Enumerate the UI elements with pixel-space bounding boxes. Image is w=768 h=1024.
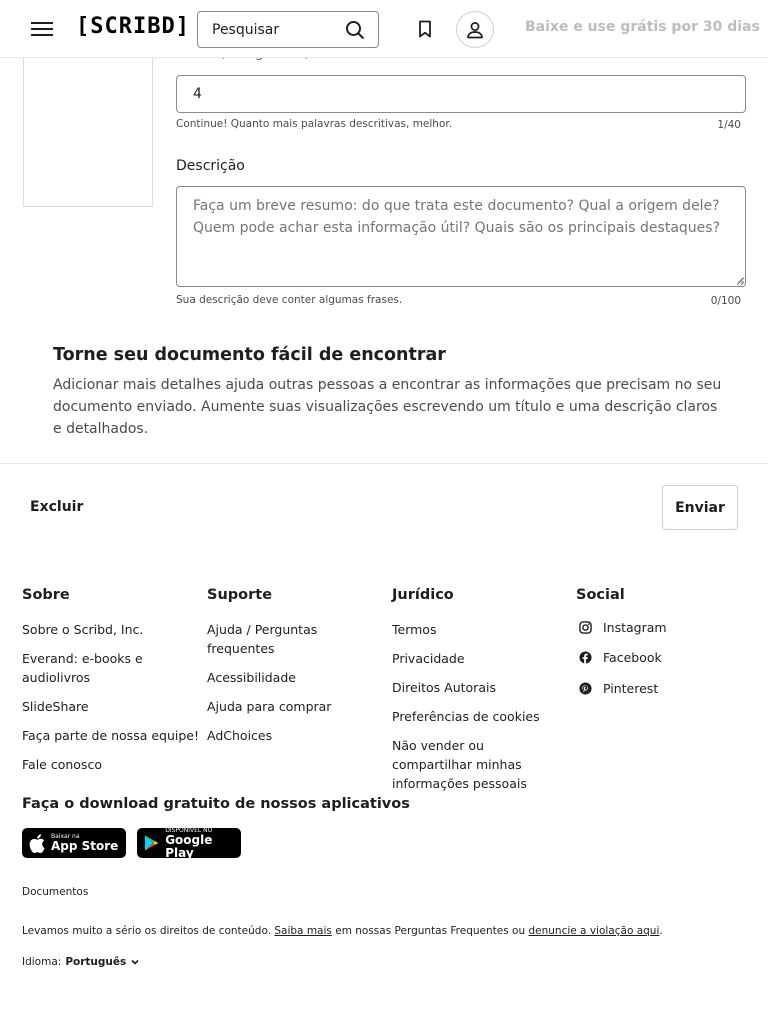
copyright-text-pre: Levamos muito a sério os direitos de conteúdo. — [22, 925, 272, 937]
account-button[interactable] — [456, 11, 494, 48]
footer-link-accessibility[interactable]: Acessibilidade — [207, 670, 296, 685]
description-textarea[interactable] — [176, 186, 746, 287]
google-play-badge-small-text: DISPONÍVEL NO — [165, 826, 213, 834]
document-thumbnail — [23, 40, 153, 207]
footer-link-purchase-help[interactable]: Ajuda para comprar — [207, 699, 332, 714]
pinterest-label: Pinterest — [603, 680, 659, 696]
footer-link-everand[interactable]: Everand: e-books e audiolivros — [22, 651, 143, 685]
footer-link-copyright[interactable]: Direitos Autorais — [392, 680, 496, 695]
delete-button[interactable]: Excluir — [18, 488, 95, 526]
language-label: Idioma: — [22, 956, 62, 968]
search-box — [197, 11, 379, 48]
saved-button[interactable] — [414, 17, 436, 41]
footer-about-heading: Sobre — [22, 587, 70, 603]
app-store-badge-small-text: Baixar na — [51, 833, 80, 840]
submit-button[interactable]: Enviar — [662, 485, 738, 530]
footer-link-privacy[interactable]: Privacidade — [392, 651, 465, 666]
pinterest-icon — [576, 679, 594, 697]
footer-legal-heading: Jurídico — [392, 587, 454, 603]
search-button[interactable] — [344, 19, 366, 41]
footer-link-terms[interactable]: Termos — [392, 622, 437, 637]
section-divider — [0, 463, 768, 464]
footer-link-cookie-preferences[interactable]: Preferências de cookies — [392, 709, 540, 724]
footer-link-documents[interactable]: Documentos — [22, 886, 89, 898]
title-char-count: 1/40 — [717, 119, 741, 131]
top-header — [0, 0, 768, 58]
copyright-text-post: . — [659, 925, 663, 937]
footer-link-adchoices[interactable]: AdChoices — [207, 728, 273, 743]
language-selector[interactable] — [22, 956, 140, 968]
resize-handle-icon[interactable] — [737, 277, 744, 284]
footer-link-facebook[interactable] — [576, 647, 662, 667]
tip-heading: Torne seu documento fácil de encontrar — [53, 345, 446, 365]
facebook-icon — [576, 648, 594, 666]
footer-link-do-not-sell[interactable]: Não vender ou compartilhar minhas informações pessoais — [392, 738, 527, 791]
description-label: Descrição — [176, 158, 245, 174]
apps-heading: Faça o download gratuito de nossos aplicativos — [22, 796, 410, 812]
app-store-badge-text: App Store — [51, 839, 119, 853]
title-help-text: Continue! Quanto mais palavras descritivas, melhor. — [176, 118, 453, 130]
search-input[interactable] — [212, 12, 332, 47]
copyright-notice — [22, 925, 663, 937]
app-store-badge[interactable] — [22, 828, 126, 858]
facebook-label: Facebook — [603, 649, 662, 665]
google-play-icon — [144, 834, 159, 852]
footer-link-help-faq[interactable]: Ajuda / Perguntas frequentes — [207, 622, 318, 656]
account-icon — [466, 21, 484, 39]
footer-link-careers[interactable]: Faça parte de nossa equipe! — [22, 728, 199, 743]
free-trial-link[interactable]: Baixe e use grátis por 30 dias — [525, 19, 760, 35]
bookmark-icon — [418, 20, 432, 38]
google-play-badge[interactable] — [137, 828, 241, 858]
footer-link-about-scribd[interactable]: Sobre o Scribd, Inc. — [22, 622, 144, 637]
instagram-icon — [576, 618, 594, 636]
footer-link-pinterest[interactable] — [576, 678, 658, 698]
footer-social-heading: Social — [576, 587, 625, 603]
menu-button[interactable] — [30, 17, 54, 41]
footer-link-slideshare[interactable]: SlideShare — [22, 699, 89, 714]
chevron-down-icon — [130, 957, 140, 967]
footer-support-heading: Suporte — [207, 587, 273, 603]
language-value: Português — [65, 956, 127, 968]
description-char-count: 0/100 — [710, 295, 741, 307]
copyright-text-mid: em nossas Perguntas Frequentes ou — [335, 925, 526, 937]
instagram-label: Instagram — [603, 619, 667, 635]
search-icon — [345, 20, 365, 40]
description-help-text: Sua descrição deve conter algumas frases. — [176, 294, 403, 306]
learn-more-link[interactable]: Saiba mais — [274, 925, 332, 937]
footer-link-contact[interactable]: Fale conosco — [22, 757, 102, 772]
footer-link-instagram[interactable] — [576, 617, 667, 637]
menu-icon — [31, 21, 53, 37]
apple-icon — [29, 834, 45, 853]
google-play-badge-text: Google Play — [165, 832, 213, 860]
report-violation-link[interactable]: denuncie a violação aqui — [528, 925, 660, 937]
scribd-logo[interactable]: [SCRIBD] — [76, 14, 190, 39]
title-input[interactable] — [176, 75, 746, 113]
tip-body: Adicionar mais detalhes ajuda outras pessoas a encontrar as informações que precisam no seu documento enviado. Aumente suas visualizações escrevendo um título e uma descrição claros e detalhados. — [53, 377, 722, 437]
